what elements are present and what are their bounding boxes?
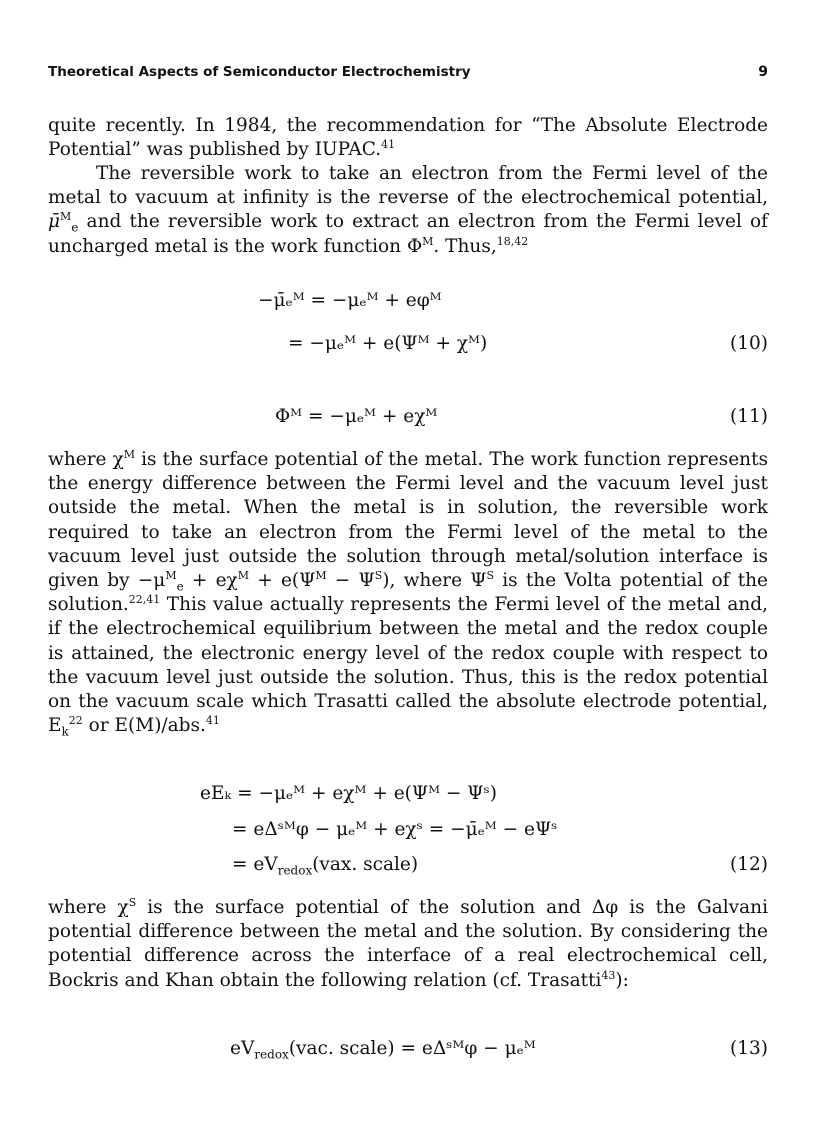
- equation-10-line-2: = −μₑᴹ + e(Ψᴹ + χᴹ): [288, 333, 488, 354]
- equation-12-line-1: eEₖ = −μₑᴹ + eχᴹ + e(Ψᴹ − Ψˢ): [200, 783, 497, 804]
- citation: 22: [68, 714, 83, 728]
- citation: 43: [601, 968, 616, 982]
- equation-number-13: (13): [730, 1038, 768, 1059]
- equation-11: Φᴹ = −μₑᴹ + eχᴹ: [275, 406, 438, 427]
- equation-12-line-3: = $eV_{redox}(vax$. scale): [232, 854, 419, 878]
- citation: 41: [205, 714, 220, 728]
- equation-12-line-2: = eΔˢᴹφ − μₑᴹ + eχˢ = −μ̄ₑᴹ − eΨˢ: [232, 819, 558, 840]
- page-header: [48, 64, 768, 86]
- page-number: 9: [758, 64, 768, 80]
- equation-number-11: (11): [730, 406, 768, 427]
- equation-number-10: (10): [730, 333, 768, 354]
- paragraph-reversible-work: The reversible work to take an electron from the Fermi level of the metal to vacuum at infinity is the reverse of the electrochemical potential, μ̄$^M_e$ and the reversible work to extract an electron from the Fermi level of uncharged metal is the work function $\Phi^M$. Thus,$^{18,42}$: [48, 163, 768, 257]
- equation-10-line-1: −μ̄ₑᴹ = −μₑᴹ + eφᴹ: [258, 290, 442, 311]
- running-title: Theoretical Aspects of Semiconductor Electrochemistry: [48, 64, 471, 80]
- equation-13: $eV_{redox}(vac$. scale) = eΔˢᴹφ − μₑᴹ: [230, 1038, 536, 1062]
- equation-number-12: (12): [730, 854, 768, 875]
- citation: 41: [381, 138, 396, 152]
- citation: 22,41: [128, 593, 161, 607]
- paragraph-galvani: where $\chi^S$ is the surface potential of the solution and Δφ is the Galvani potential difference between the metal and the solution. By considering the potential difference across the interface of a real electrochemical cell, Bockris and Khan obtain the following relation (cf. Trasatti$^{43}$):: [48, 896, 768, 991]
- citation: 18,42: [496, 234, 529, 248]
- paragraph-intro: quite recently. In 1984, the recommendation for “The Absolute Electrode Potential” was published by IUPAC.$^{41}$: [48, 115, 768, 161]
- paragraph-surface-potential: where $\chi^M$ is the surface potential of the metal. The work function represents the energy difference between the Fermi level and the vacuum level just outside the metal. When the metal is in solution, the reversible work required to take an electron from the Fermi level of the metal to the vacuum level just outside the solution through metal/solution interface is given by $-\mu^M_e + e\chi^M + e(\Psi^M - \Psi^S)$, where $\Psi^S$ is the Volta potential of the solution.$^{22,41}$ This value actually represents the Fermi level of the metal and, if the electrochemical equilibrium between the metal and the redox couple is attained, the electronic energy level of the redox couple with respect to the vacuum level just outside the solution. Thus, this is the redox potential on the vacuum scale which Trasatti called the absolute electrode potential, $E_k^{22}$ or E(M)/abs.$^{41}$: [48, 448, 769, 739]
